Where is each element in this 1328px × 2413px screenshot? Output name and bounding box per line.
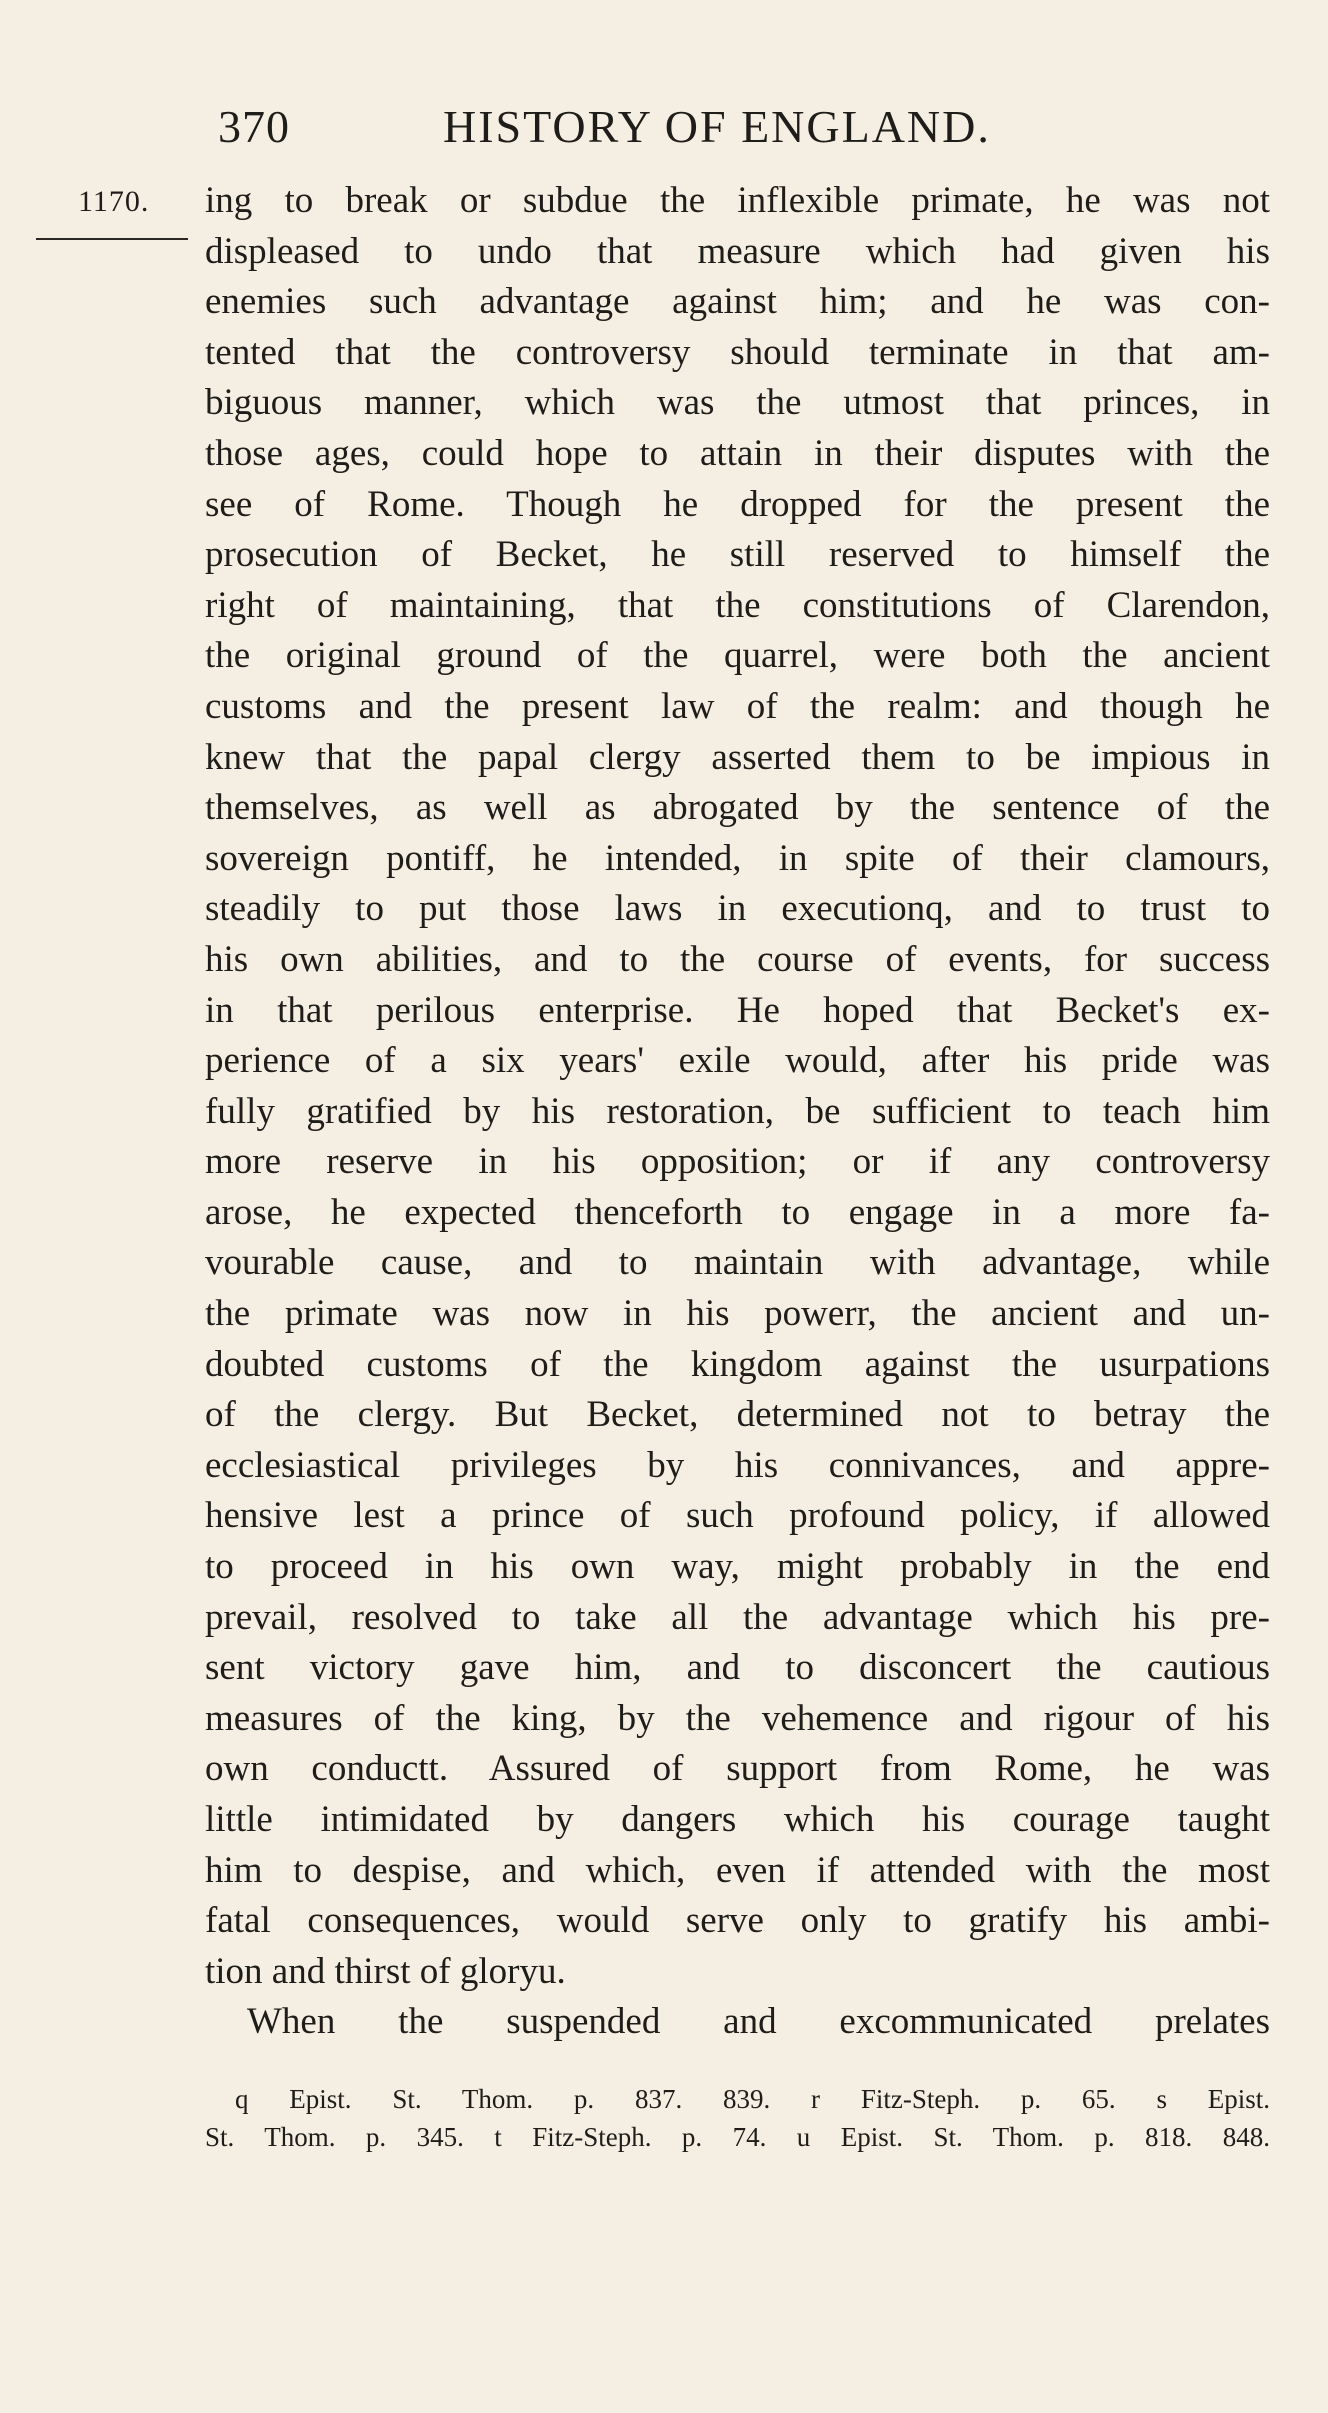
text-line: in that perilous enterprise. He hoped that Becket's ex- (205, 989, 1270, 1031)
text-line: knew that the papal clergy asserted them to be impious in (205, 736, 1270, 778)
text-line: doubted customs of the kingdom against the usurpations (205, 1343, 1270, 1385)
footnote-line: St. Thom. p. 345. t Fitz-Steph. p. 74. u Epist. St. Thom. p. 818. 848. (205, 2122, 1270, 2152)
text-line: sovereign pontiff, he intended, in spite of their clamours, (205, 837, 1270, 879)
text-line: biguous manner, which was the utmost that princes, in (205, 382, 1270, 424)
paragraph-start-line: When the suspended and excommunicated prelates (247, 2001, 1270, 2043)
text-line: tion and thirst of gloryu. (205, 1950, 566, 1992)
text-line: those ages, could hope to attain in their disputes with the (205, 432, 1270, 474)
text-line: right of maintaining, that the constitutions of Clarendon, (205, 584, 1270, 626)
text-line: enemies such advantage against him; and he was con- (205, 281, 1270, 323)
text-line: see of Rome. Though he dropped for the present the (205, 483, 1270, 525)
running-title: HISTORY OF ENGLAND. (443, 101, 991, 152)
footnote-line: q Epist. St. Thom. p. 837. 839. r Fitz-Steph. p. 65. s Epist. (235, 2084, 1270, 2114)
text-line: prosecution of Becket, he still reserved to himself the (205, 534, 1270, 576)
text-line: vourable cause, and to maintain with advantage, while (205, 1242, 1270, 1284)
text-line: ing to break or subdue the inflexible primate, he was not (205, 180, 1270, 221)
page-header (218, 100, 1038, 160)
text-line: fatal consequences, would serve only to gratify his ambi- (205, 1900, 1270, 1942)
text-line: own conductt. Assured of support from Rome, he was (205, 1748, 1270, 1790)
text-line: steadily to put those laws in executionq, and to trust to (205, 888, 1270, 930)
text-line: more reserve in his opposition; or if any controversy (205, 1141, 1270, 1183)
text-line: of the clergy. But Becket, determined not to betray the (205, 1394, 1270, 1436)
text-line: arose, he expected thenceforth to engage in a more fa- (205, 1191, 1270, 1233)
text-line: ecclesiastical privileges by his connivances, and appre- (205, 1444, 1270, 1486)
margin-year-note: 1170. (78, 185, 150, 218)
text-line: fully gratified by his restoration, be sufficient to teach him (205, 1090, 1270, 1132)
text-line: little intimidated by dangers which his courage taught (205, 1799, 1270, 1840)
text-line: perience of a six years' exile would, after his pride was (205, 1040, 1270, 1082)
text-line: his own abilities, and to the course of events, for success (205, 938, 1270, 980)
page-number: 370 (218, 101, 290, 152)
text-line: the original ground of the quarrel, were both the ancient (205, 635, 1270, 677)
footnotes (205, 2080, 1270, 2156)
text-line: themselves, as well as abrogated by the sentence of the (205, 787, 1270, 829)
text-line: displeased to undo that measure which had given his (205, 230, 1270, 272)
text-line: sent victory gave him, and to disconcert the cautious (205, 1647, 1270, 1689)
text-line: customs and the present law of the realm: and though he (205, 685, 1270, 727)
text-line: hensive lest a prince of such profound policy, if allowed (205, 1495, 1270, 1537)
body-text (205, 176, 1270, 2048)
text-line: tented that the controversy should terminate in that am- (205, 331, 1270, 373)
text-line: him to despise, and which, even if attended with the most (205, 1849, 1270, 1891)
text-line: the primate was now in his powerr, the ancient and un- (205, 1293, 1270, 1335)
text-line: prevail, resolved to take all the advantage which his pre- (205, 1596, 1270, 1638)
text-line: to proceed in his own way, might probably in the end (205, 1546, 1270, 1588)
margin-rule (36, 238, 188, 240)
text-line: measures of the king, by the vehemence and rigour of his (205, 1697, 1270, 1739)
